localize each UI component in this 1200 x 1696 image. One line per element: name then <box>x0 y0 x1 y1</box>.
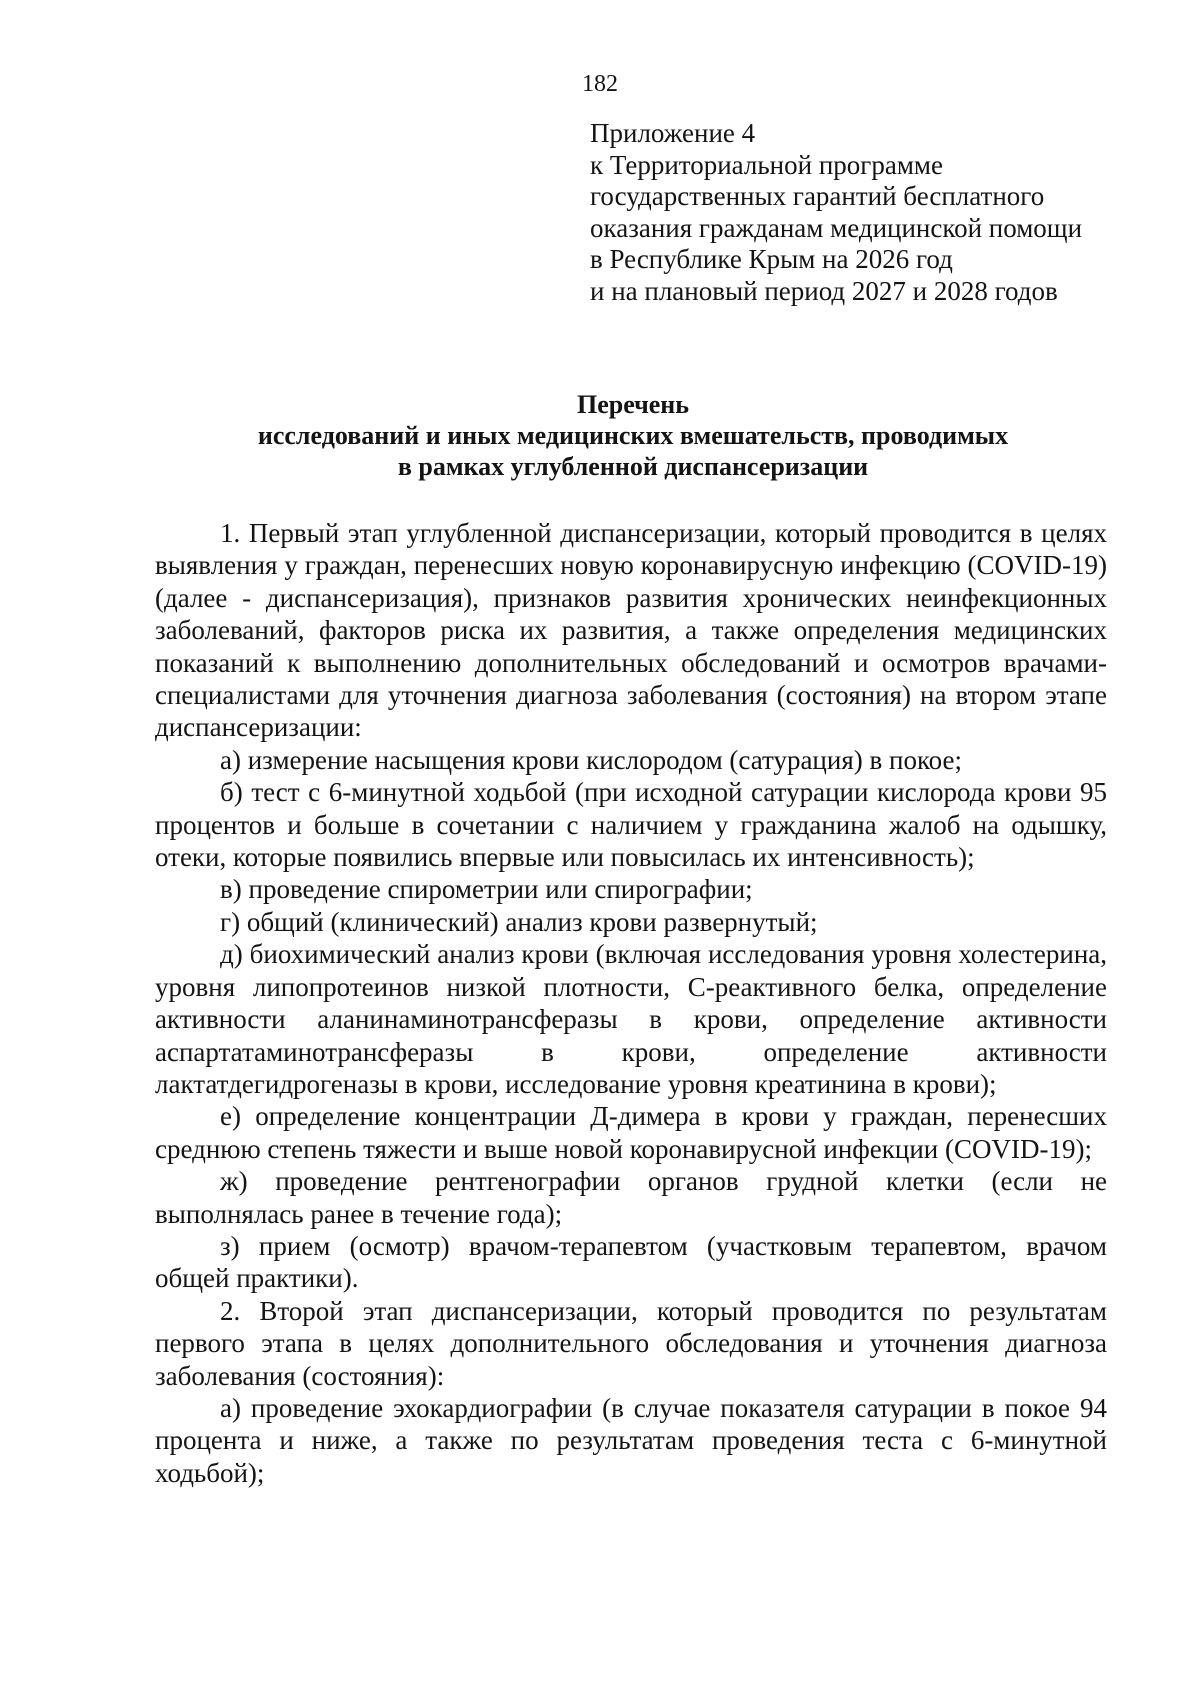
title-line: Перечень <box>576 390 690 419</box>
title-line: исследований и иных медицинских вмешательств, проводимых <box>257 421 1009 450</box>
list-item-z-therapist: з) прием (осмотр) врачом-терапевтом (участковым терапевтом, врачом общей практики). <box>155 1230 1107 1294</box>
list-item-a-echocardiography: а) проведение эхокардиографии (в случае показателя сатурации в покое 94 процента и ниже, а также по результатам проведения теста с 6-минутной ходьбой); <box>155 1392 1107 1488</box>
paragraph-stage-2-intro: 2. Второй этап диспансеризации, который проводится по результатам первого этапа в целях дополнительного обследования и уточнения диагноза заболевания (состояния): <box>155 1295 1107 1391</box>
list-item-v-spirometry: в) проведение спирометрии или спирографии; <box>220 874 753 905</box>
list-item-zh-xray: ж) проведение рентгенографии органов грудной клетки (если не выполнялась ранее в течение года); <box>155 1166 1107 1229</box>
appendix-line: и на плановый период 2027 и 2028 годов <box>590 275 1058 306</box>
appendix-line: Приложение 4 <box>590 118 756 148</box>
appendix-reference <box>590 118 1150 308</box>
appendix-line: к Территориальной программе <box>590 149 943 180</box>
list-item-g-blood-test: г) общий (клинический) анализ крови развернутый; <box>220 906 818 937</box>
appendix-line: оказания гражданам медицинской помощи <box>590 212 1083 243</box>
appendix-line: в Республике Крым на 2026 год <box>590 244 953 275</box>
title-line: в рамках углубленной диспансеризации <box>397 452 869 481</box>
paragraph-stage-1-intro: 1. Первый этап углубленной диспансеризации, который проводится в целях выявления у граждан, перенесших новую коронавирусную инфекцию (COVID-19) (далее - диспансеризация), признаков развития хронических неинфекционных заболеваний, факторов риска их развития, а также определения медицинских показаний к выполнению дополнительных обследований и осмотров врачами-специалистами для уточнения диагноза заболевания (состояния) на втором этапе диспансеризации: <box>155 518 1107 743</box>
appendix-line: государственных гарантий бесплатного <box>590 181 1045 212</box>
document-body <box>155 517 1107 1489</box>
list-item-a-saturation: а) измерение насыщения крови кислородом (сатурация) в покое; <box>220 744 962 775</box>
list-item-d-biochemistry: д) биохимический анализ крови (включая исследования уровня холестерина, уровня липопротеинов низкой плотности, С-реактивного белка, определение активности аланинаминотрансферазы в крови, определение активности аспартатаминотрансферазы в крови, определение активности лактатдегидрогеназы в крови, исследование уровня креатинина в крови); <box>155 939 1107 1099</box>
document-title <box>0 389 1200 482</box>
page-number: 182 <box>582 71 618 97</box>
list-item-b-walk-test: б) тест с 6-минутной ходьбой (при исходной сатурации кислорода крови 95 процентов и больше в сочетании с наличием у гражданина жалоб на одышку, отеки, которые появились впервые или повысилась их интенсивность); <box>155 777 1107 873</box>
list-item-e-d-dimer: е) определение концентрации Д-димера в крови у граждан, перенесших среднюю степень тяжести и выше новой коронавирусной инфекции (COVID-19); <box>155 1101 1107 1164</box>
